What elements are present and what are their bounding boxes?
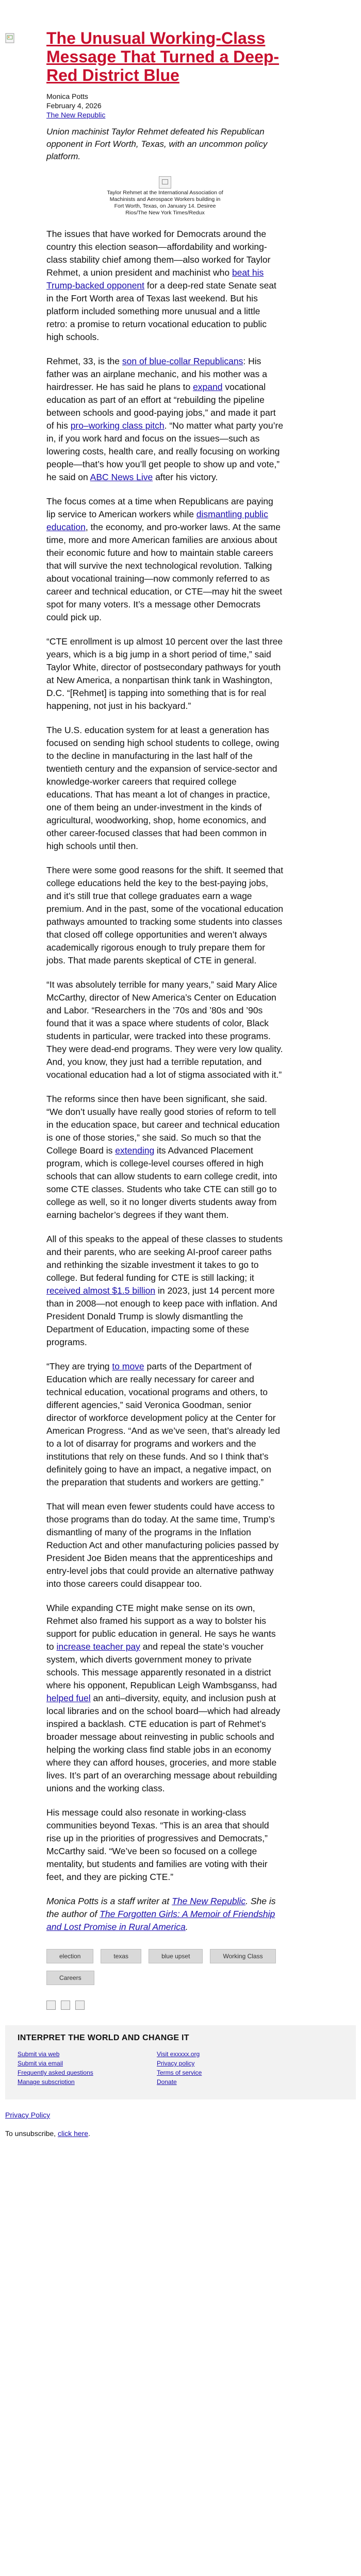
footer-link[interactable]: Terms of service: [157, 2069, 202, 2076]
footer-link[interactable]: Privacy policy: [157, 2060, 195, 2067]
tag-chip[interactable]: blue upset: [149, 1949, 203, 1963]
inline-link[interactable]: helped fuel: [46, 1693, 91, 1703]
privacy-policy-link[interactable]: Privacy Policy: [5, 2111, 51, 2119]
inline-link[interactable]: extending: [115, 1145, 155, 1156]
body-text-run: , the economy, and pro-worker laws. At the same time, more and more American families are anxious about their economic future and how to maintain stable careers that will survive the next technological revolution. Talking about vocational training—now commonly referred to as career and technical education, or CTE—may hit the sweet spot for many voters. It’s a message other Democrats could pick up.: [46, 522, 283, 622]
bio-publication-link[interactable]: The New Republic: [172, 1896, 246, 1906]
body-text-run: vocational education as part of an effort at “rebuilding the pipeline between schools and good-paying jobs,” and made it part of his: [46, 382, 276, 431]
footer-link[interactable]: Frequently asked questions: [18, 2069, 93, 2076]
publication-link[interactable]: The New Republic: [46, 111, 106, 119]
inline-link[interactable]: increase teacher pay: [56, 1641, 140, 1652]
inline-link[interactable]: received almost $1.5 billion: [46, 1285, 156, 1296]
unsubscribe-suffix: .: [88, 2129, 90, 2138]
article-title: [46, 29, 284, 84]
share-icons: [46, 2001, 284, 2010]
bio-book-link[interactable]: The Forgotten Girls: A Memoir of Friendship and Lost Promise in Rural America: [46, 1909, 275, 1932]
body-text-run: parts of the Department of Education which are really necessary for career and technical education, vocational programs and others, to different agencies,” said Veronica Goodman, senior director of workforce development policy at the Center for American Progress. “And as we’ve seen, that’s already led to a lot of disarray for programs and workers and the institutions that rely on these funds. And so I think that’s definitely going to have an impact, a negative impact, on the preparation that students and workers are getting.”: [46, 1361, 280, 1487]
byline: [46, 92, 284, 120]
bio-end: .: [185, 1922, 188, 1932]
bottom-links: [0, 2099, 361, 2153]
unsubscribe-link[interactable]: click here: [57, 2129, 89, 2138]
facebook-icon[interactable]: [46, 2001, 56, 2010]
body-paragraph: [46, 228, 284, 344]
footer-link[interactable]: Manage subscription: [18, 2078, 75, 2086]
body-text-run: The U.S. education system for at least a generation has focused on sending high school students to college, owing to the decline in manufacturing in the last half of the twentieth century and the expansion of service-sector and knowledge-worker careers that required college educations. That has meant a lot of changes in practice, one of them being an under-investment in the kinds of agricultural, woodworking, shop, home economics, and other career-focused classes that had been common in high schools until then.: [46, 725, 280, 851]
inline-link[interactable]: dismantling public education: [46, 509, 268, 532]
footer-heading: INTERPRET THE WORLD AND CHANGE IT: [18, 2033, 189, 2042]
publish-date: February 4, 2026: [46, 101, 102, 110]
bio-middle: . She is the author of: [46, 1896, 276, 1919]
body-paragraph: [46, 1500, 284, 1590]
hero-figure: [46, 176, 284, 216]
tag-chip[interactable]: Careers: [46, 1971, 94, 1985]
tag-list: [46, 1949, 284, 1985]
inline-link[interactable]: expand: [193, 382, 223, 392]
unsubscribe-prefix: To unsubscribe,: [5, 2129, 58, 2138]
inline-link[interactable]: to move: [112, 1361, 144, 1371]
body-text-run: for a deep-red state Senate seat in the Fort Worth area of Texas last weekend. But his platform included something more unusual and a little retro: a promise to return vocational education to public high schools.: [46, 280, 276, 342]
body-paragraph: [46, 1233, 284, 1349]
footer-link[interactable]: Submit via web: [18, 2050, 60, 2058]
body-text-run: “CTE enrollment is up almost 10 percent over the last three years, which is a big jump in a short period of time,” said Taylor White, director of postsecondary pathways for youth at New America, a nonpartisan think tank in Washington, D.C. “[Rehmet] is tapping into something that is for real happening, not just in his backyard.”: [46, 636, 283, 711]
bio-prefix: Monica Potts is a staff writer at: [46, 1896, 172, 1906]
inline-link[interactable]: son of blue-collar Republicans: [122, 356, 243, 366]
body-paragraph: [46, 635, 284, 713]
body-text-run: in 2023, just 14 percent more than in 2008—not enough to keep pace with inflation. And President Donald Trump is slowly dismantling the Department of Education, impacting some of these programs.: [46, 1285, 277, 1347]
body-text-run: Rehmet, 33, is the: [46, 356, 122, 366]
body-text-run: The focus comes at a time when Republicans are paying lip service to American workers while: [46, 496, 273, 519]
body-paragraph: [46, 1602, 284, 1795]
body-text-run: While expanding CTE might make sense on its own, Rehmet also framed his support as a way to bolster his support for public education in general. He says he wants to: [46, 1603, 276, 1652]
inline-link[interactable]: beat his Trump-backed opponent: [46, 267, 264, 291]
body-paragraph: [46, 495, 284, 624]
footer-link[interactable]: Donate: [157, 2078, 177, 2086]
body-paragraph: [46, 1093, 284, 1222]
body-text-run: “They are trying: [46, 1361, 112, 1371]
footer-link[interactable]: Visit exxxxx.org: [157, 2050, 200, 2058]
twitter-icon[interactable]: [61, 2001, 70, 2010]
email-icon[interactable]: [75, 2001, 85, 2010]
article-title-link[interactable]: The Unusual Working-Class Message That Turned a Deep-Red District Blue: [46, 29, 280, 84]
author-bio: [46, 1895, 284, 1934]
body-text-run: “It was absolutely terrible for many years,” said Mary Alice McCarthy, director of New America’s Center on Education and Labor. “Researchers in the ’70s and ’80s and ’90s found that it was a space where students of color, Black students in particular, were tracked into these programs. They were dead-end programs. They were very low quality. And, you know, they just had a terrible reputation, and vocational education had a lot of stigma associated with it.”: [46, 979, 283, 1080]
body-text-run: : His father was an airplane mechanic, and his mother was a hairdresser. He has said he plans to: [46, 356, 268, 392]
article: [46, 29, 284, 2010]
footer-links: [18, 2050, 286, 2086]
body-paragraph: [46, 1806, 284, 1884]
body-text-run: That will mean even fewer students could have access to those programs than do today. At the same time, Trump’s dismantling of many of the programs in the Inflation Reduction Act and other manufacturing policies passed by President Joe Biden means that the apprenticeships and entry-level jobs that could provide an alternative pathway into those careers could disappear too.: [46, 1501, 279, 1589]
broken-image-icon: [5, 33, 17, 43]
body-text-run: and repeal the state’s voucher system, which diverts government money to private schools. This message apparently resonated in a district where his opponent, Republican Leigh Wambsganss, had: [46, 1641, 277, 1690]
email-page: [0, 29, 361, 2153]
tag-chip[interactable]: election: [46, 1949, 93, 1963]
body-paragraph: [46, 978, 284, 1081]
body-paragraph: [46, 724, 284, 853]
body-text-run: There were some good reasons for the shift. It seemed that college educations held the key to the best-paying jobs, and it’s still true that college graduates earn a wage premium. And in the past, some of the vocational education pathways amounted to tracking some students into classes that closed off college opportunities and weren’t always academically rigorous enough to truly prepare them for jobs. That made parents skeptical of CTE in general.: [46, 865, 284, 965]
article-dek: Union machinist Taylor Rehmet defeated his Republican opponent in Fort Worth, Texas, with an uncommon policy platform.: [46, 127, 268, 161]
newsletter-footer: [5, 2025, 356, 2099]
body-text-run: after his victory.: [153, 472, 218, 482]
body-text-run: . “No matter what party you’re in, if you work hard and focus on the issues—such as lowering costs, health care, and really focusing on working people—that’s how you’ll get people to show up and vote,” he said on: [46, 420, 284, 482]
body-text-run: All of this speaks to the appeal of these classes to students and their parents, who are seeking AI-proof career paths and rethinking the sizable investment it takes to go to college. But federal funding for CTE is still lacking; it: [46, 1234, 283, 1283]
body-text-run: an anti–diversity, equity, and inclusion push at local libraries and on the school board—which had already inspired a backlash. CTE education is part of Rehmet’s broader message about reinvesting in public schools and helping the working class find stable jobs in an economy where they can afford houses, groceries, and more stable lives. It’s part of an overarching message about rebuilding unions and the working class.: [46, 1693, 281, 1793]
hero-caption: Taylor Rehmet at the International Association of Machinists and Aerospace Workers building in Fort Worth, Texas, on January 14. Desiree Rios/The New York Times/Redux: [107, 190, 223, 216]
body-text-run: His message could also resonate in working-class communities beyond Texas. “This is an area that should rise up in the priorities of progressives and Democrats,” McCarthy said. “We’ve been so focused on a college mentality, but students and families are voting with their feet, and they are picking CTE.”: [46, 1807, 269, 1882]
body-paragraph: [46, 1360, 284, 1489]
author-name: Monica Potts: [46, 92, 88, 100]
body-text-run: The reforms since then have been significant, she said. “We don’t usually have really good stories of reform to tell in the education space, but career and technical education is one of those stories,” she said. So much so that the College Board is: [46, 1094, 280, 1156]
body-paragraph: [46, 355, 284, 484]
tag-chip[interactable]: texas: [101, 1949, 141, 1963]
inline-link[interactable]: ABC News Live: [90, 472, 153, 482]
unsubscribe-line: [5, 2129, 356, 2138]
body-text-run: its Advanced Placement program, which is college-level courses offered in high schools that can allow students to earn college credit, into some CTE classes. Students who take CTE can still go to college as well, so it no longer diverts students away from earning bachelor’s degrees if they want them.: [46, 1145, 277, 1220]
inline-link[interactable]: pro–working class pitch: [70, 420, 165, 431]
tag-chip[interactable]: Working Class: [210, 1949, 275, 1963]
footer-link[interactable]: Submit via email: [18, 2060, 63, 2067]
body-paragraph: [46, 864, 284, 967]
body-text-run: The issues that have worked for Democrats around the country this election season—affordability and working-class stability chief among them—also worked for Taylor Rehmet, a union president and machinist who: [46, 229, 271, 278]
image-placeholder-icon: [159, 176, 171, 189]
article-body: [46, 228, 284, 1884]
